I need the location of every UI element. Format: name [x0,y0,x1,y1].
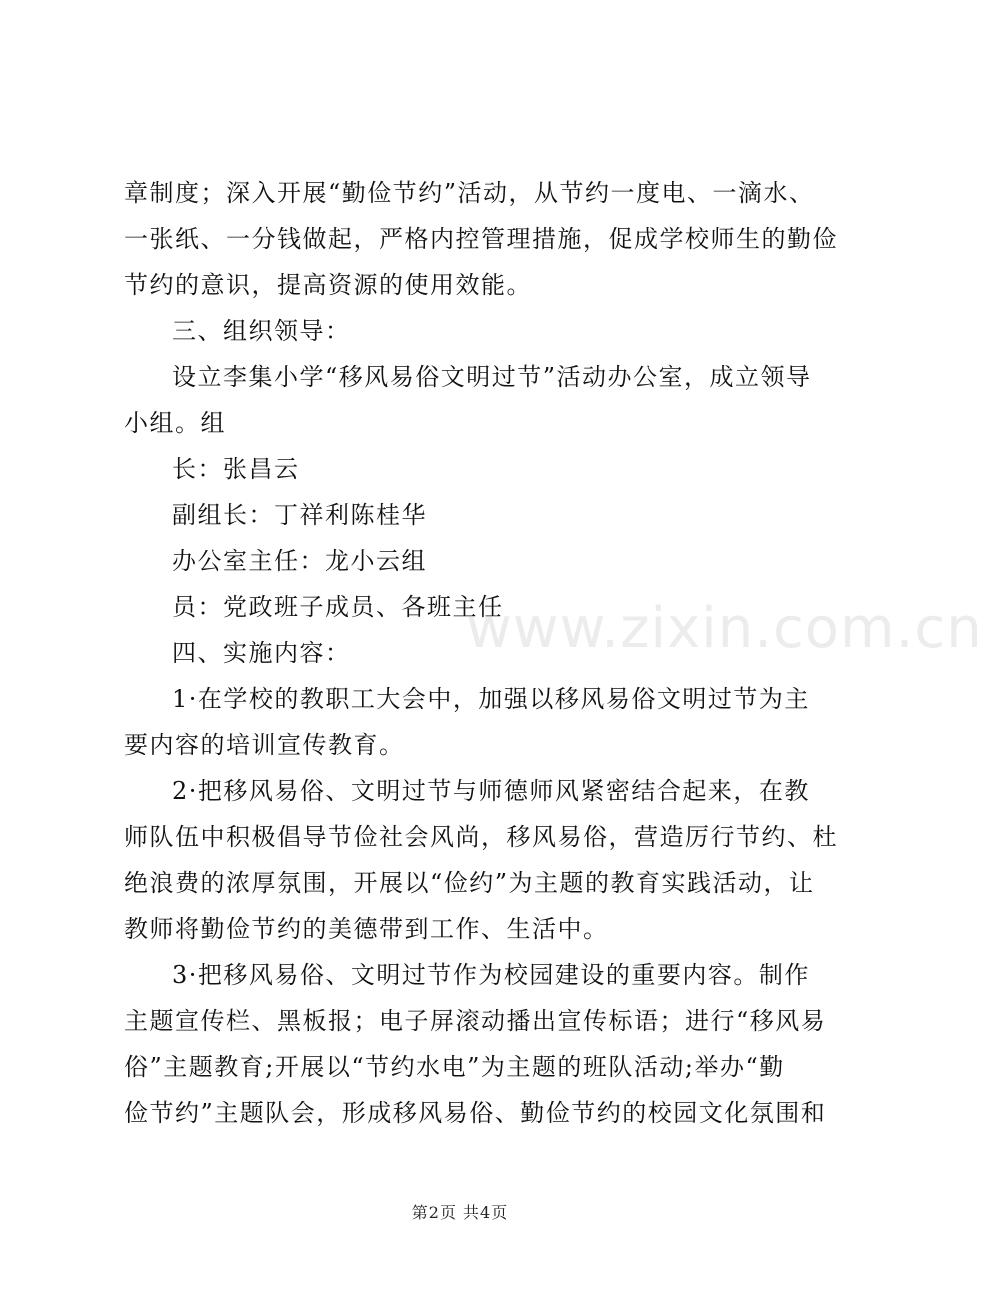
document-body [124,170,838,1136]
text-line: 1·在学校的教职工大会中，加强以移风易俗文明过节为主 [172,685,810,713]
text-line: 办公室主任：龙小云组 [172,547,427,575]
text-line: 节约的意识，提高资源的使用效能。 [124,271,532,299]
watermark: www.zixin.com.cn [466,596,983,661]
text-line: 教师将勤俭节约的美德带到工作、生活中。 [124,915,609,943]
text-line: 章制度；深入开展“勤俭节约”活动，从节约一度电、一滴水、 [124,179,815,207]
text-line: 要内容的培训宣传教育。 [124,731,405,759]
text-line: 长：张昌云 [172,455,300,483]
text-line: 2·把移风易俗、文明过节与师德师风紧密结合起来，在教 [172,777,810,805]
text-line: 绝浪费的浓厚氛围，开展以“俭约”为主题的教育实践活动，让 [124,869,815,897]
text-line: 三、组织领导： [172,317,351,345]
text-line: 员：党政班子成员、各班主任 [172,593,504,621]
text-line: 俭节约”主题队会，形成移风易俗、勤俭节约的校园文化氛围和 [124,1099,827,1127]
text-line: 俗”主题教育;开展以“节约水电”为主题的班队活动;举办“勤 [124,1053,785,1081]
text-line: 副组长：丁祥利陈桂华 [172,501,427,529]
text-line: 师队伍中积极倡导节俭社会风尚，移风易俗，营造厉行节约、杜 [124,823,838,851]
text-line: 主题宣传栏、黑板报；电子屏滚动播出宣传标语；进行“移风易 [124,1007,827,1035]
text-line: 3·把移风易俗、文明过节作为校园建设的重要内容。制作 [172,961,810,989]
text-line: 一张纸、一分钱做起，严格内控管理措施，促成学校师生的勤俭 [124,225,838,253]
text-line: 小组。组 [124,409,226,437]
page-footer: 第2页 共4页 [411,1203,509,1222]
text-line: 设立李集小学“移风易俗文明过节”活动办公室，成立领导 [172,363,812,391]
text-line: 四、实施内容： [172,639,351,667]
